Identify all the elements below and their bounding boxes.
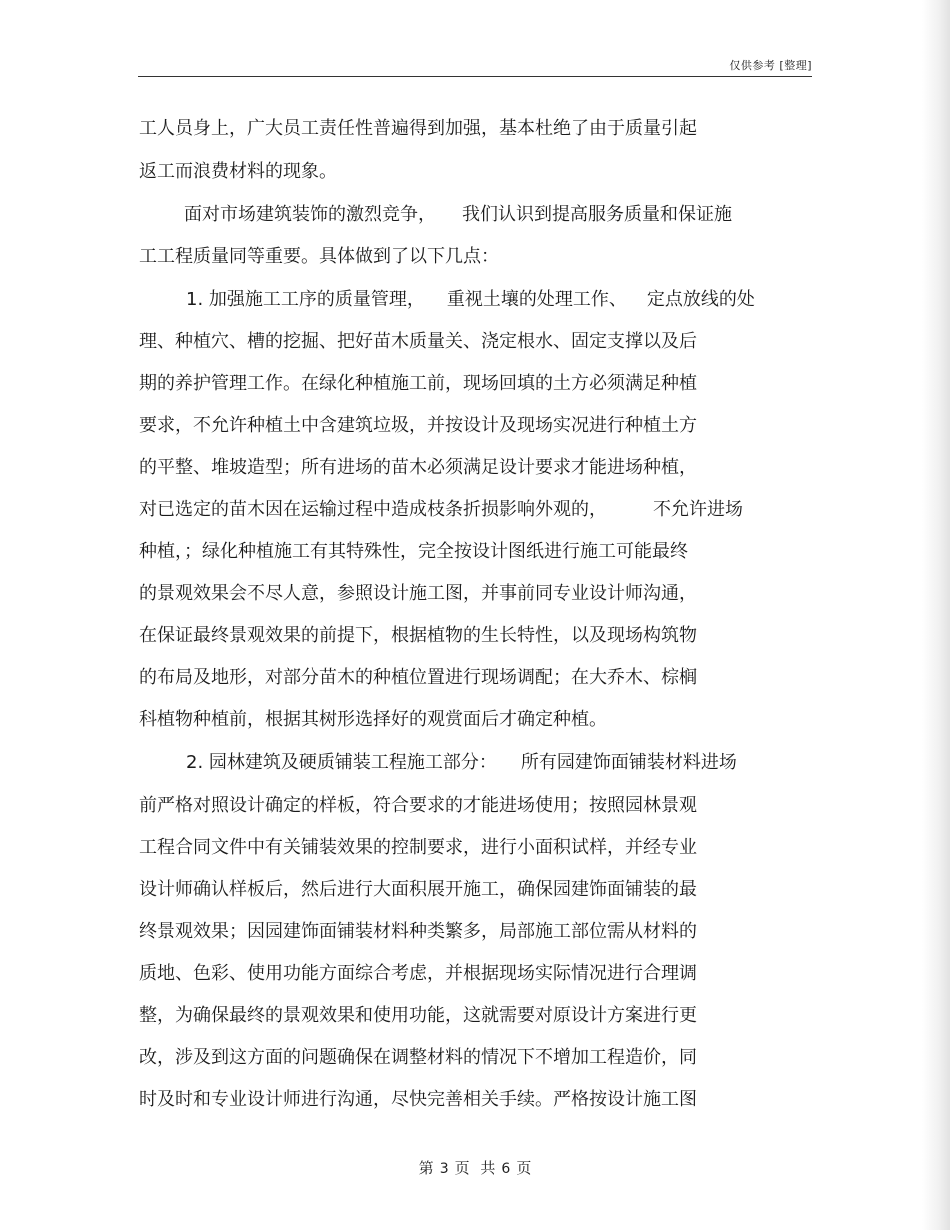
text-segment: 对已选定的苗木因在运输过程中造成枝条折损影响外观的， <box>139 499 607 520</box>
page-number-footer <box>0 1157 950 1178</box>
text-segment: 2. 园林建筑及硬质铺装工程施工部分： <box>186 752 497 773</box>
numbered-item-2 <box>186 751 737 775</box>
footer-mid: 页 共 <box>454 1159 496 1177</box>
footer-prefix: 第 <box>418 1159 434 1177</box>
text-line: 的布局及地形，对部分苗木的种植位置进行现场调配；在大乔木、棕榈 <box>139 667 697 688</box>
text-segment: 所有园建饰面铺装材料进场 <box>520 752 737 773</box>
text-line: 设计师确认样板后，然后进行大面积展开施工，确保园建饰面铺装的最 <box>139 879 697 900</box>
footer-suffix: 页 <box>516 1159 532 1177</box>
header-note: 仅供参考 [整理] <box>729 59 812 72</box>
text-segment: 定点放线的处 <box>646 289 755 310</box>
text-line: 改，涉及到这方面的问题确保在调整材料的情况下不增加工程造价，同 <box>139 1047 697 1068</box>
text-line: 期的养护管理工作。在绿化种植施工前，现场回填的土方必须满足种植 <box>139 373 697 394</box>
text-segment: 1. 加强施工工序的质量管理， <box>186 289 425 310</box>
header-rule <box>138 76 812 77</box>
text-line: 要求，不允许种植土中含建筑垃圾，并按设计及现场实况进行种植土方 <box>139 415 697 436</box>
text-line: 终景观效果；因园建饰面铺装材料种类繁多，局部施工部位需从材料的 <box>139 921 697 942</box>
text-line: 在保证最终景观效果的前提下，根据植物的生长特性，以及现场构筑物 <box>139 625 697 646</box>
numbered-item-1 <box>186 288 755 312</box>
text-line: 种植，；绿化种植施工有其特殊性，完全按设计图纸进行施工可能最终 <box>139 541 688 562</box>
text-line <box>139 498 743 522</box>
text-line: 前严格对照设计确定的样板，符合要求的才能进场使用；按照园林景观 <box>139 795 697 816</box>
page-edge-shadow <box>922 0 950 1230</box>
total-page-number: 6 <box>501 1161 511 1177</box>
text-line: 返工而浪费材料的现象。 <box>139 161 337 182</box>
text-segment: 重视土壤的处理工作、 <box>446 289 627 310</box>
text-line <box>184 203 732 227</box>
text-line: 工程合同文件中有关铺装效果的控制要求，进行小面积试样，并经专业 <box>139 837 697 858</box>
text-line: 整，为确保最终的景观效果和使用功能，这就需要对原设计方案进行更 <box>139 1005 697 1026</box>
text-segment: 我们认识到提高服务质量和保证施 <box>462 204 732 225</box>
text-line: 的平整、堆坡造型；所有进场的苗木必须满足设计要求才能进场种植， <box>139 457 697 478</box>
text-line: 时及时和专业设计师进行沟通，尽快完善相关手续。严格按设计施工图 <box>139 1089 697 1110</box>
text-segment: 面对市场建筑装饰的激烈竞争， <box>184 204 436 225</box>
text-line: 科植物种植前，根据其树形选择好的观赏面后才确定种植。 <box>139 709 607 730</box>
text-line: 工工程质量同等重要。具体做到了以下几点： <box>139 246 499 267</box>
text-segment: 不允许进场 <box>653 499 743 520</box>
text-line: 质地、色彩、使用功能方面综合考虑，并根据现场实际情况进行合理调 <box>139 963 697 984</box>
text-line: 的景观效果会不尽人意，参照设计施工图，并事前同专业设计师沟通， <box>139 583 697 604</box>
text-line: 理、种植穴、槽的挖掘、把好苗木质量关、浇定根水、固定支撑以及后 <box>139 331 697 352</box>
current-page-number: 3 <box>439 1161 449 1177</box>
text-line: 工人员身上，广大员工责任性普遍得到加强，基本杜绝了由于质量引起 <box>139 118 697 139</box>
